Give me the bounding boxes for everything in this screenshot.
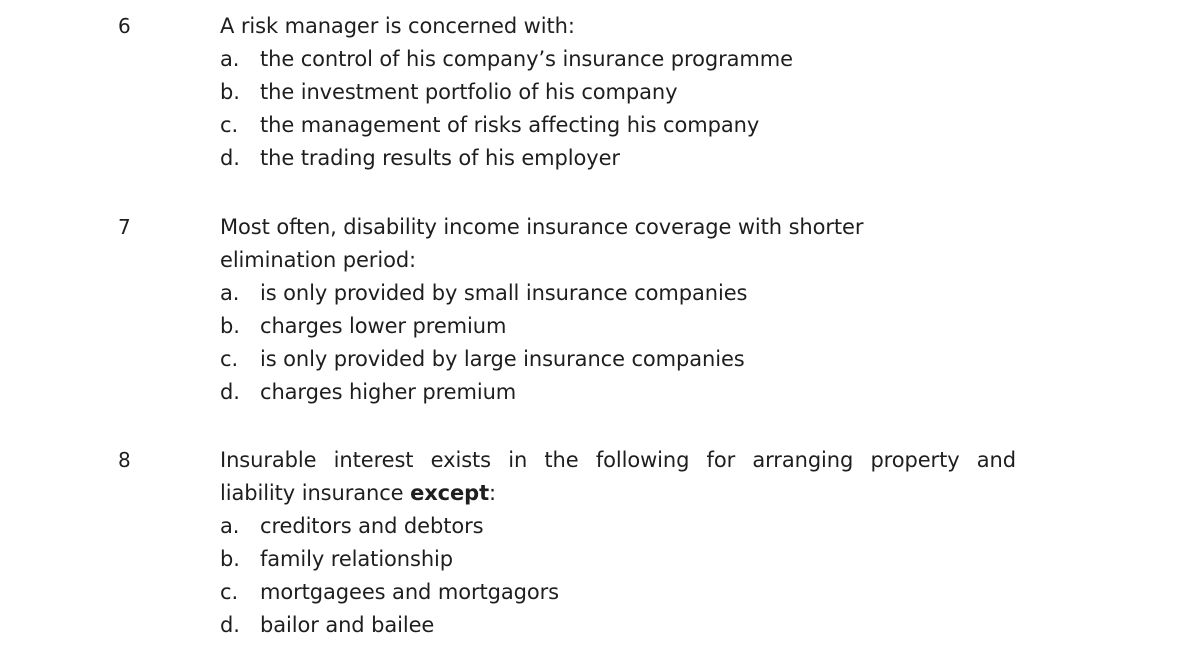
emphasis-except: except [410, 481, 490, 505]
option-text: charges higher premium [260, 380, 517, 404]
option-text: mortgagees and mortgagors [260, 580, 559, 604]
question-number: 7 [118, 215, 131, 239]
option-letter: a. [220, 281, 240, 305]
option-text: the investment portfolio of his company [260, 80, 678, 104]
option-text: the management of risks affecting his company [260, 113, 760, 137]
option-letter: b. [220, 80, 240, 104]
question-stem-line-2: elimination period: [220, 248, 417, 272]
option-letter: a. [220, 47, 240, 71]
question-body [220, 444, 1016, 642]
option-a [220, 43, 793, 76]
option-text: the control of his company’s insurance programme [260, 47, 793, 71]
option-b [220, 76, 793, 109]
option-d [220, 376, 863, 409]
option-text: creditors and debtors [260, 514, 484, 538]
option-letter: a. [220, 514, 240, 538]
option-letter: b. [220, 547, 240, 571]
option-letter: c. [220, 347, 239, 371]
option-text: is only provided by small insurance companies [260, 281, 748, 305]
option-text: charges lower premium [260, 314, 507, 338]
question-stem-line-2 [220, 477, 1016, 510]
stem-punctuation: : [489, 481, 496, 505]
option-b [220, 543, 1016, 576]
question-number: 6 [118, 14, 131, 38]
option-c [220, 343, 863, 376]
option-letter: b. [220, 314, 240, 338]
option-text: the trading results of his employer [260, 146, 620, 170]
question-body [220, 211, 863, 409]
option-text: family relationship [260, 547, 454, 571]
question-stem: A risk manager is concerned with: [220, 14, 575, 38]
option-d [220, 609, 1016, 642]
question-number: 8 [118, 448, 131, 472]
option-a [220, 510, 1016, 543]
option-letter: d. [220, 613, 240, 637]
option-d [220, 142, 793, 175]
option-b [220, 310, 863, 343]
option-letter: c. [220, 113, 239, 137]
option-letter: c. [220, 580, 239, 604]
option-letter: d. [220, 146, 240, 170]
option-letter: d. [220, 380, 240, 404]
stem-text: liability insurance [220, 481, 411, 505]
question-body [220, 10, 793, 175]
option-c [220, 109, 793, 142]
question-stem-line-1: Insurable interest exists in the following for arranging property and [220, 448, 1016, 472]
option-a [220, 277, 863, 310]
question-stem-line-1: Most often, disability income insurance coverage with shorter [220, 215, 864, 239]
option-c [220, 576, 1016, 609]
option-text: is only provided by large insurance companies [260, 347, 745, 371]
option-text: bailor and bailee [260, 613, 435, 637]
